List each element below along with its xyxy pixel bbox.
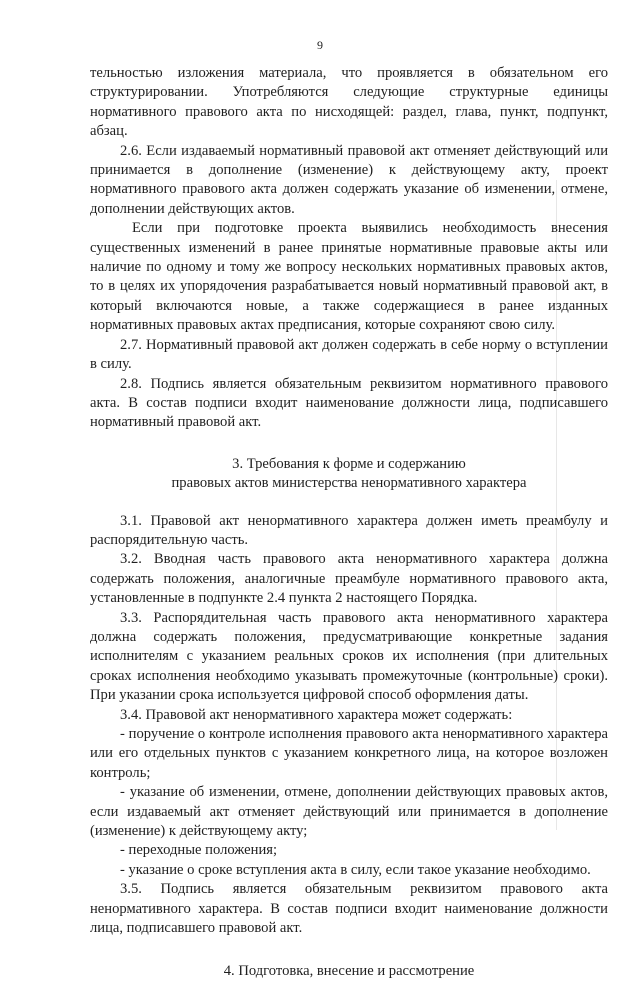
section-4-heading <box>90 962 608 981</box>
page-body <box>90 64 608 982</box>
paragraph-2-6: 2.6. Если издаваемый нормативный правовой акт отменяет действующий или принимается в дополнение (изменение) к действующему акту, проект нормативного правового акта должен содержать указание об изменении, отмене, дополнении действующих актов. <box>90 142 608 217</box>
paragraph-3-2: 3.2. Вводная часть правового акта ненормативного характера должна содержать положения, аналогичные преамбуле нормативного правового акта, установленные в подпункте 2.4 пункта 2 настоящего Порядка. <box>90 551 608 607</box>
list-item-changes: - указание об изменении, отмене, дополнении действующих правовых актов, если издаваемый акт отменяет действующий или принимается в дополнение (изменение) к действующему акту; <box>90 784 608 840</box>
section-4-heading-line: 4. Подготовка, внесение и рассмотрение <box>223 963 475 980</box>
paragraph-3-3: 3.3. Распорядительная часть правового акта ненормативного характера должна содержать положения, предусматривающие конкретные задания исполнителям с указанием реальных сроков их исполнения (при длительных сроках исполнения необходимо указывать промежуточные (контрольные) сроки). При указании срока используется цифровой способ оформления даты. <box>90 609 608 704</box>
list-item-effective-date: - указание о сроке вступления акта в силу, если такое указание необходимо. <box>120 861 591 878</box>
paragraph-continuation: тельностью изложения материала, что проявляется в обязательном его структурировании. Употребляются следующие структурные единицы нормативного правового акта по нисходящей: раздел, глава, пункт, подпункт, абзац. <box>90 65 608 140</box>
paragraph-2-7: 2.7. Нормативный правовой акт должен содержать в себе норму о вступлении в силу. <box>90 336 608 373</box>
page-number: 9 <box>317 38 323 52</box>
paragraph-3-4: 3.4. Правовой акт ненормативного характера может содержать: <box>120 706 513 723</box>
section-3-heading <box>90 455 608 494</box>
paragraph-2-8: 2.8. Подпись является обязательным реквизитом нормативного правового акта. В состав подписи входит наименование должности лица, подписавшего нормативный правовой акт. <box>90 375 608 431</box>
list-item-control: - поручение о контроле исполнения правового акта ненормативного характера или его отдельных пунктов с указанием конкретного лица, на которое возложен контроль; <box>90 726 608 781</box>
list-item-transitional: - переходные положения; <box>120 842 278 859</box>
paragraph-2-6-continued: Если при подготовке проекта выявились необходимость внесения существенных изменений в ранее принятые нормативные правовые акты или наличие по одному и тому же вопросу нескольких нормативных правовых актов, то в целях их упорядочения разрабатывается новый нормативный правовой акт, в который включаются новые, а также содержащиеся в ранее изданных нормативных правовых актах предписания, которые сохраняют свою силу. <box>90 220 608 334</box>
paragraph-3-5: 3.5. Подпись является обязательным реквизитом правового акта ненормативного характера. В состав подписи входит наименование должности лица, подписавшего правовой акт. <box>90 881 608 937</box>
section-3-heading-line-1: 3. Требования к форме и содержанию <box>232 455 466 472</box>
section-3-heading-line-2: правовых актов министерства ненормативного характера <box>171 475 527 492</box>
paragraph-3-1: 3.1. Правовой акт ненормативного характера должен иметь преамбулу и распорядительную часть. <box>90 512 608 548</box>
